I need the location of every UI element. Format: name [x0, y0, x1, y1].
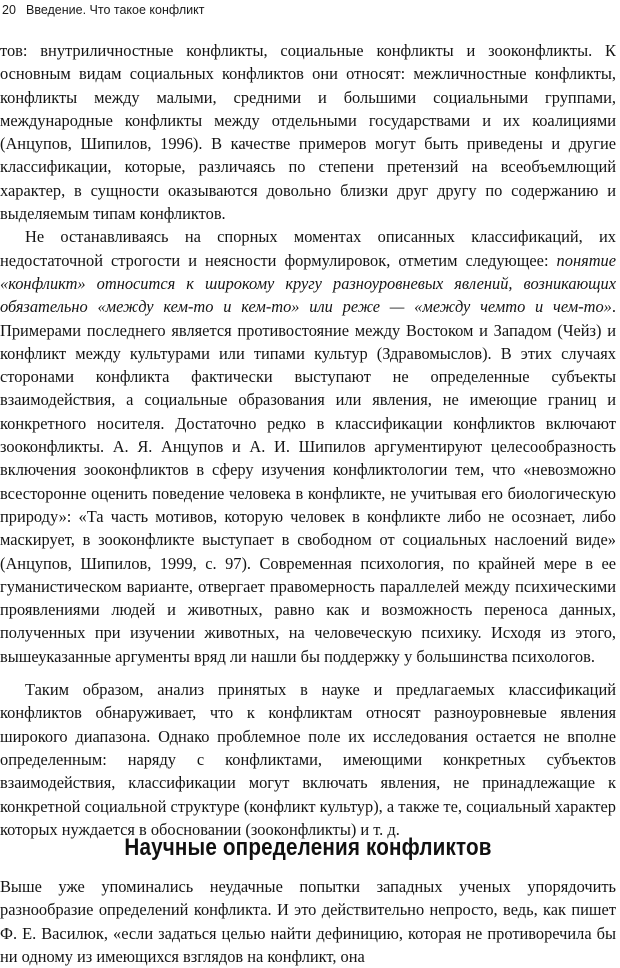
section-heading-block: [0, 833, 616, 863]
paragraph-3: Таким образом, анализ принятых в науке и предлагаемых классификаций конфликтов обнаруживает, что к конфликтам относят разноуровневые явления широкого диапазона. Однако проблемное поле их исследования остается не вполне определенным: наряду с конфликтами, имеющими конкретных субъектов взаимодействия, классификации могут включать явления, не принадлежащие к конкретной социальной структуре (конфликт культур), а также те, социальный характер которых нуждается в обосновании (зооконфликты) и т. д.: [0, 680, 616, 839]
page-number: 20: [2, 3, 16, 17]
paragraph-2-end: . Примерами последнего является противостояние между Востоком и Западом (Чейз) и конфликт между культурами или типами культур (Здравомыслов). В этих случаях сторонами конфликта фактически выступают не определенные субъекты взаимодействия, а социальные образования или явления, не имеющие границ и конкретного носителя. Достаточно редко в классификации конфликтов включают зооконфликты. А. Я. Анцупов и А. И. Шипилов аргументируют целесообразность включения зооконфликтов в сферу изучения конфликтологии тем, что «невозможно всесторонне оценить поведение человека в конфликте, не учитывая его биологическую природу»: «Та часть мотивов, которую человек в конфликте либо не осознает, либо маскирует, в зооконфликте выступает в свободном от социальных наслоений виде» (Анцупов, Шипилов, 1999, с. 97). Современная психология, по крайней мере в ее гуманистическом варианте, отвергает правомерность параллелей между психическими проявлениями людей и животных, равно как и возможность переноса данных, полученных при изучении животных, на человеческую психику. Исходя из этого, вышеуказанные аргументы вряд ли нашли бы поддержку у большинства психологов.: [0, 297, 616, 666]
section-body: [0, 875, 616, 968]
body-text: [0, 39, 616, 841]
paragraph-2-start: Не останавливаясь на спорных моментах описанных классификаций, их недостаточной строгости и неясности формулировок, отметим следующее:: [0, 227, 616, 270]
section-heading: Научные определения конфликтов: [124, 834, 492, 861]
running-head: [2, 2, 205, 18]
paragraph-2-emphasis: понятие «конфликт» относится к широкому кругу разноуровневых явлений, возникающих обязательно «между кем-то и кем-то» или реже — «между чемто и чем-то»: [0, 250, 616, 317]
running-head-title: Введение. Что такое конфликт: [26, 3, 205, 17]
paragraph-gap: [0, 668, 616, 678]
paragraph-2: [0, 225, 616, 668]
paragraph-1: тов: внутриличностные конфликты, социальные конфликты и зооконфликты. К основным видам социальных конфликтов они относят: межличностные конфликты, конфликты между малыми, средними и большими социальными группами, международные конфликты между отдельными государствами и их коалициями (Анцупов, Шипилов, 1996). В качестве примеров могут быть приведены и другие классификации, которые, различаясь по степени претензий на всеобъемлющий характер, в сущности оказываются довольно близки друг другу по содержанию и выделяемым типам конфликтов.: [0, 41, 616, 224]
paragraph-4: Выше уже упоминались неудачные попытки западных ученых упорядочить разнообразие определений конфликта. И это действительно непросто, ведь, как пишет Ф. Е. Василюк, «если задаться целью найти дефиницию, которая не противоречила бы ни одному из имеющихся взглядов на конфликт, она: [0, 877, 616, 966]
